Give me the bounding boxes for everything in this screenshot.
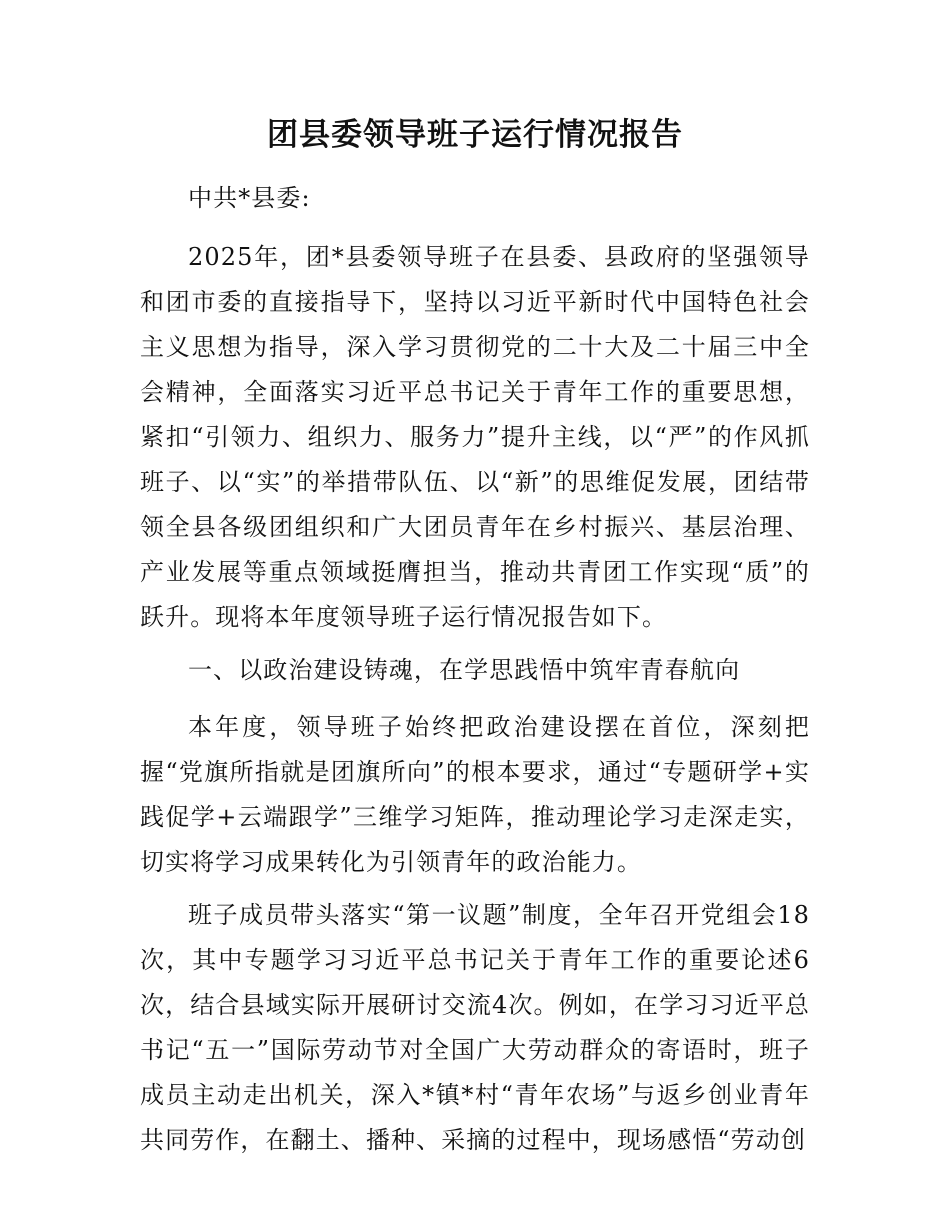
intro-paragraph: 2025年，团*县委领导班子在县委、县政府的坚强领导和团市委的直接指导下，坚持以习近平新时代中国特色社会主义思想为指导，深入学习贯彻党的二十大及二十届三中全会精神，全面落实习近平总书记关于青年工作的重要思想，紧扣“引领力、组织力、服务力”提升主线，以“严”的作风抓班子、以“实”的举措带队伍、以“新”的思维促发展，团结带领全县各级团组织和广大团员青年在乡村振兴、基层治理、产业发展等重点领域挺膺担当，推动共青团工作实现“质”的跃升。现将本年度领导班子运行情况报告如下。 (140, 243, 810, 631)
section-1-heading: 一、以政治建设铸魂，在学思践悟中筑牢青春航向 (188, 656, 741, 684)
section-1-paragraph-2: 班子成员带头落实“第一议题”制度，全年召开党组会18次，其中专题学习习近平总书记关于青年工作的重要论述6次，结合县域实际开展研讨交流4次。例如，在学习习近平总书记“五一”国际劳动节对全国广大劳动群众的寄语时，班子成员主动走出机关，深入*镇*村“青年农场”与返乡创业青年共同劳作，在翻土、播种、采摘的过程中，现场感悟“劳动创 (140, 901, 810, 1154)
document-title: 团县委领导班子运行情况报告 (267, 117, 683, 153)
salutation: 中共*县委: (188, 184, 311, 212)
section-1-paragraph-1: 本年度，领导班子始终把政治建设摆在首位，深刻把握“党旗所指就是团旗所向”的根本要求，通过“专题研学+实践促学+云端跟学”三维学习矩阵，推动理论学习走深走实，切实将学习成果转化为引领青年的政治能力。 (140, 713, 810, 876)
